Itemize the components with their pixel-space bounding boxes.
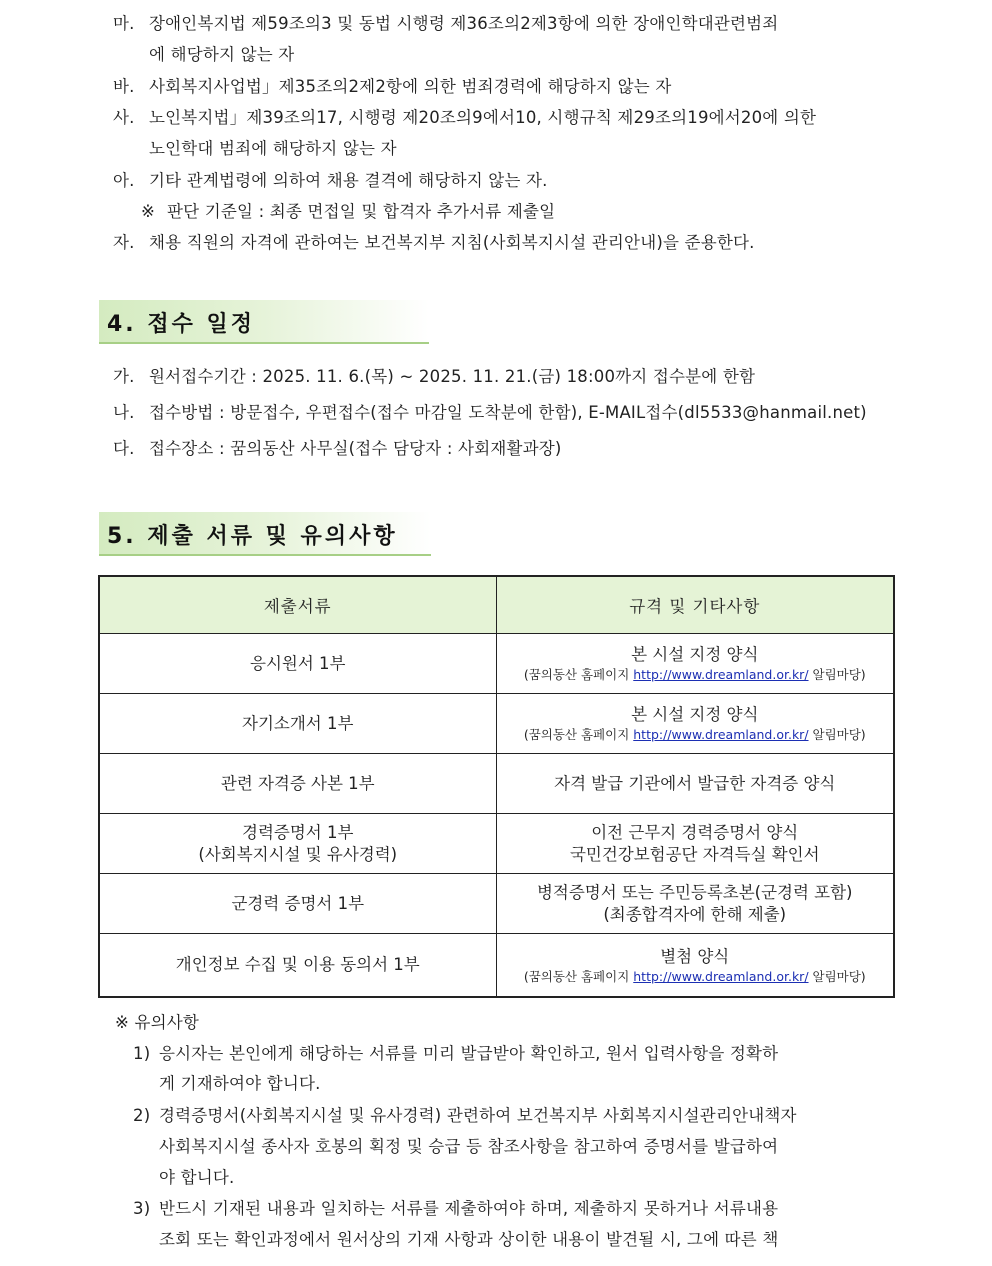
doc-spec: 자격 발급 기관에서 발급한 자격증 양식: [496, 754, 894, 814]
schedule-item-method: [113, 401, 867, 425]
qual-item-sa: [113, 106, 816, 130]
note-text: 알림마당): [808, 727, 866, 742]
spec-text: 별첨 양식: [660, 946, 730, 966]
qual-text: 노인복지법」제39조의17, 시행령 제20조의9에서10, 시행규칙 제29조의19에서20에 의한: [149, 108, 817, 127]
doc-name: 관련 자격증 사본 1부: [99, 754, 496, 814]
spec-text: (최종합격자에 한해 제출): [603, 904, 787, 924]
homepage-link[interactable]: http://www.dreamland.or.kr/: [633, 968, 809, 984]
section-title: 5. 제출 서류 및 유의사항: [107, 524, 398, 549]
schedule-item-period: [113, 365, 755, 389]
note-text: 야 합니다.: [159, 1168, 235, 1187]
schedule-text: 접수장소 : 꿈의동산 사무실(접수 담당자 : 사회재활과장): [149, 439, 562, 458]
note-text: 반드시 기재된 내용과 일치하는 서류를 제출하여야 하며, 제출하지 못하거나 서류내용: [159, 1199, 779, 1218]
reference-mark: ※: [141, 202, 156, 221]
spec-text: 본 시설 지정 양식: [631, 705, 759, 724]
qual-item-a: [113, 169, 548, 193]
section-title: 4. 접수 일정: [107, 312, 255, 337]
spec-text: 국민건강보험공단 자격득실 확인서: [569, 844, 820, 864]
spec-note: [501, 666, 890, 683]
list-marker: 아.: [113, 171, 135, 190]
qual-note: [141, 200, 555, 224]
doc-name: 응시원서 1부: [99, 634, 496, 694]
table-row: [99, 934, 894, 998]
documents-table: [98, 575, 895, 998]
qual-item-ma: [113, 12, 778, 36]
note-item-2-cont: [159, 1166, 234, 1190]
qual-text: 장애인복지법 제59조의3 및 동법 시행령 제36조의2제3항에 의한 장애인학대관련범죄: [149, 14, 779, 33]
qual-text: 노인학대 범죄에 해당하지 않는 자: [149, 139, 397, 158]
list-marker: 가.: [113, 367, 135, 386]
note-text: 경력증명서(사회복지시설 및 유사경력) 관련하여 보건복지부 사회복지시설관리안내책자: [159, 1106, 797, 1125]
list-marker: 자.: [113, 233, 135, 252]
note-text: (꿈의동산 홈페이지: [523, 667, 634, 682]
table-header: 제출서류: [99, 576, 496, 634]
schedule-item-place: [113, 437, 562, 461]
table-row: [99, 874, 894, 934]
section-heading-5: [99, 512, 431, 556]
note-item-2: [133, 1104, 797, 1128]
table-row: [99, 694, 894, 754]
note-text: 게 기재하여야 합니다.: [159, 1074, 321, 1093]
note-item-3-cont: [159, 1228, 779, 1252]
qual-item-ja: [113, 231, 755, 255]
qual-item-sa-cont: [149, 137, 397, 161]
doc-spec: [496, 814, 894, 874]
table-row: [99, 754, 894, 814]
note-text: (꿈의동산 홈페이지: [523, 727, 634, 742]
doc-spec: [496, 934, 894, 998]
note-text: 사회복지시설 종사자 호봉의 획정 및 승급 등 참조사항을 참고하여 증명서를 발급하여: [159, 1137, 779, 1156]
doc-name: 군경력 증명서 1부: [99, 874, 496, 934]
notes-title: ※ 유의사항: [115, 1013, 200, 1032]
note-item-1: [133, 1042, 778, 1066]
qual-item-ma-cont: [149, 43, 294, 67]
note-item-3: [133, 1197, 778, 1221]
table-header-row: [99, 576, 894, 634]
qual-text: 판단 기준일 : 최종 면접일 및 합격자 추가서류 제출일: [167, 202, 556, 221]
note-text: 조회 또는 확인과정에서 원서상의 기재 사항과 상이한 내용이 발견될 시, 그에 따른 책: [159, 1230, 779, 1249]
doc-spec: [496, 874, 894, 934]
note-text: 응시자는 본인에게 해당하는 서류를 미리 발급받아 확인하고, 원서 입력사항을 정확하: [159, 1044, 779, 1063]
list-marker: 나.: [113, 403, 135, 422]
spec-text: 이전 근무지 경력증명서 양식: [591, 822, 799, 842]
note-text: 알림마당): [808, 667, 866, 682]
doc-spec: [496, 634, 894, 694]
list-marker: 바.: [113, 77, 135, 96]
table-row: [99, 634, 894, 694]
doc-name: 자기소개서 1부: [99, 694, 496, 754]
qual-item-ba: [113, 75, 671, 99]
qual-text: 사회복지사업법」제35조의2제2항에 의한 범죄경력에 해당하지 않는 자: [149, 77, 672, 96]
qual-text: 기타 관계법령에 의하여 채용 결격에 해당하지 않는 자.: [149, 171, 548, 190]
doc-name: [99, 814, 496, 874]
spec-note: [501, 968, 890, 985]
note-text: (꿈의동산 홈페이지: [523, 968, 634, 984]
homepage-link[interactable]: http://www.dreamland.or.kr/: [633, 667, 809, 682]
qual-text: 채용 직원의 자격에 관하여는 보건복지부 지침(사회복지시설 관리안내)을 준용한다.: [149, 233, 755, 252]
list-marker: 사.: [113, 108, 135, 127]
doc-spec: [496, 694, 894, 754]
doc-name-line: (사회복지시설 및 유사경력): [198, 844, 398, 864]
spec-text: 병적증명서 또는 주민등록초본(군경력 포함): [536, 882, 853, 902]
schedule-text: 접수방법 : 방문접수, 우편접수(접수 마감일 도착분에 한함), E-MAIL접수(dl5533@hanmail.net): [149, 403, 867, 422]
qual-text: 에 해당하지 않는 자: [149, 45, 295, 64]
note-text: 알림마당): [808, 968, 866, 984]
doc-name: 개인정보 수집 및 이용 동의서 1부: [99, 934, 496, 998]
spec-text: 본 시설 지정 양식: [631, 645, 759, 664]
table-row: [99, 814, 894, 874]
doc-name-line: 경력증명서 1부: [242, 822, 354, 842]
section-heading-4: [99, 300, 429, 344]
table-header: 규격 및 기타사항: [496, 576, 894, 634]
schedule-text: 원서접수기간 : 2025. 11. 6.(목) ~ 2025. 11. 21.(금) 18:00까지 접수분에 한함: [149, 367, 756, 386]
list-marker: 마.: [113, 14, 135, 33]
homepage-link[interactable]: http://www.dreamland.or.kr/: [633, 727, 809, 742]
list-marker: 1): [133, 1044, 151, 1063]
list-marker: 다.: [113, 439, 135, 458]
list-marker: 2): [133, 1106, 151, 1125]
note-item-1-cont: [159, 1072, 321, 1096]
list-marker: 3): [133, 1199, 151, 1218]
note-item-2-cont: [159, 1135, 778, 1159]
spec-note: [501, 726, 890, 743]
